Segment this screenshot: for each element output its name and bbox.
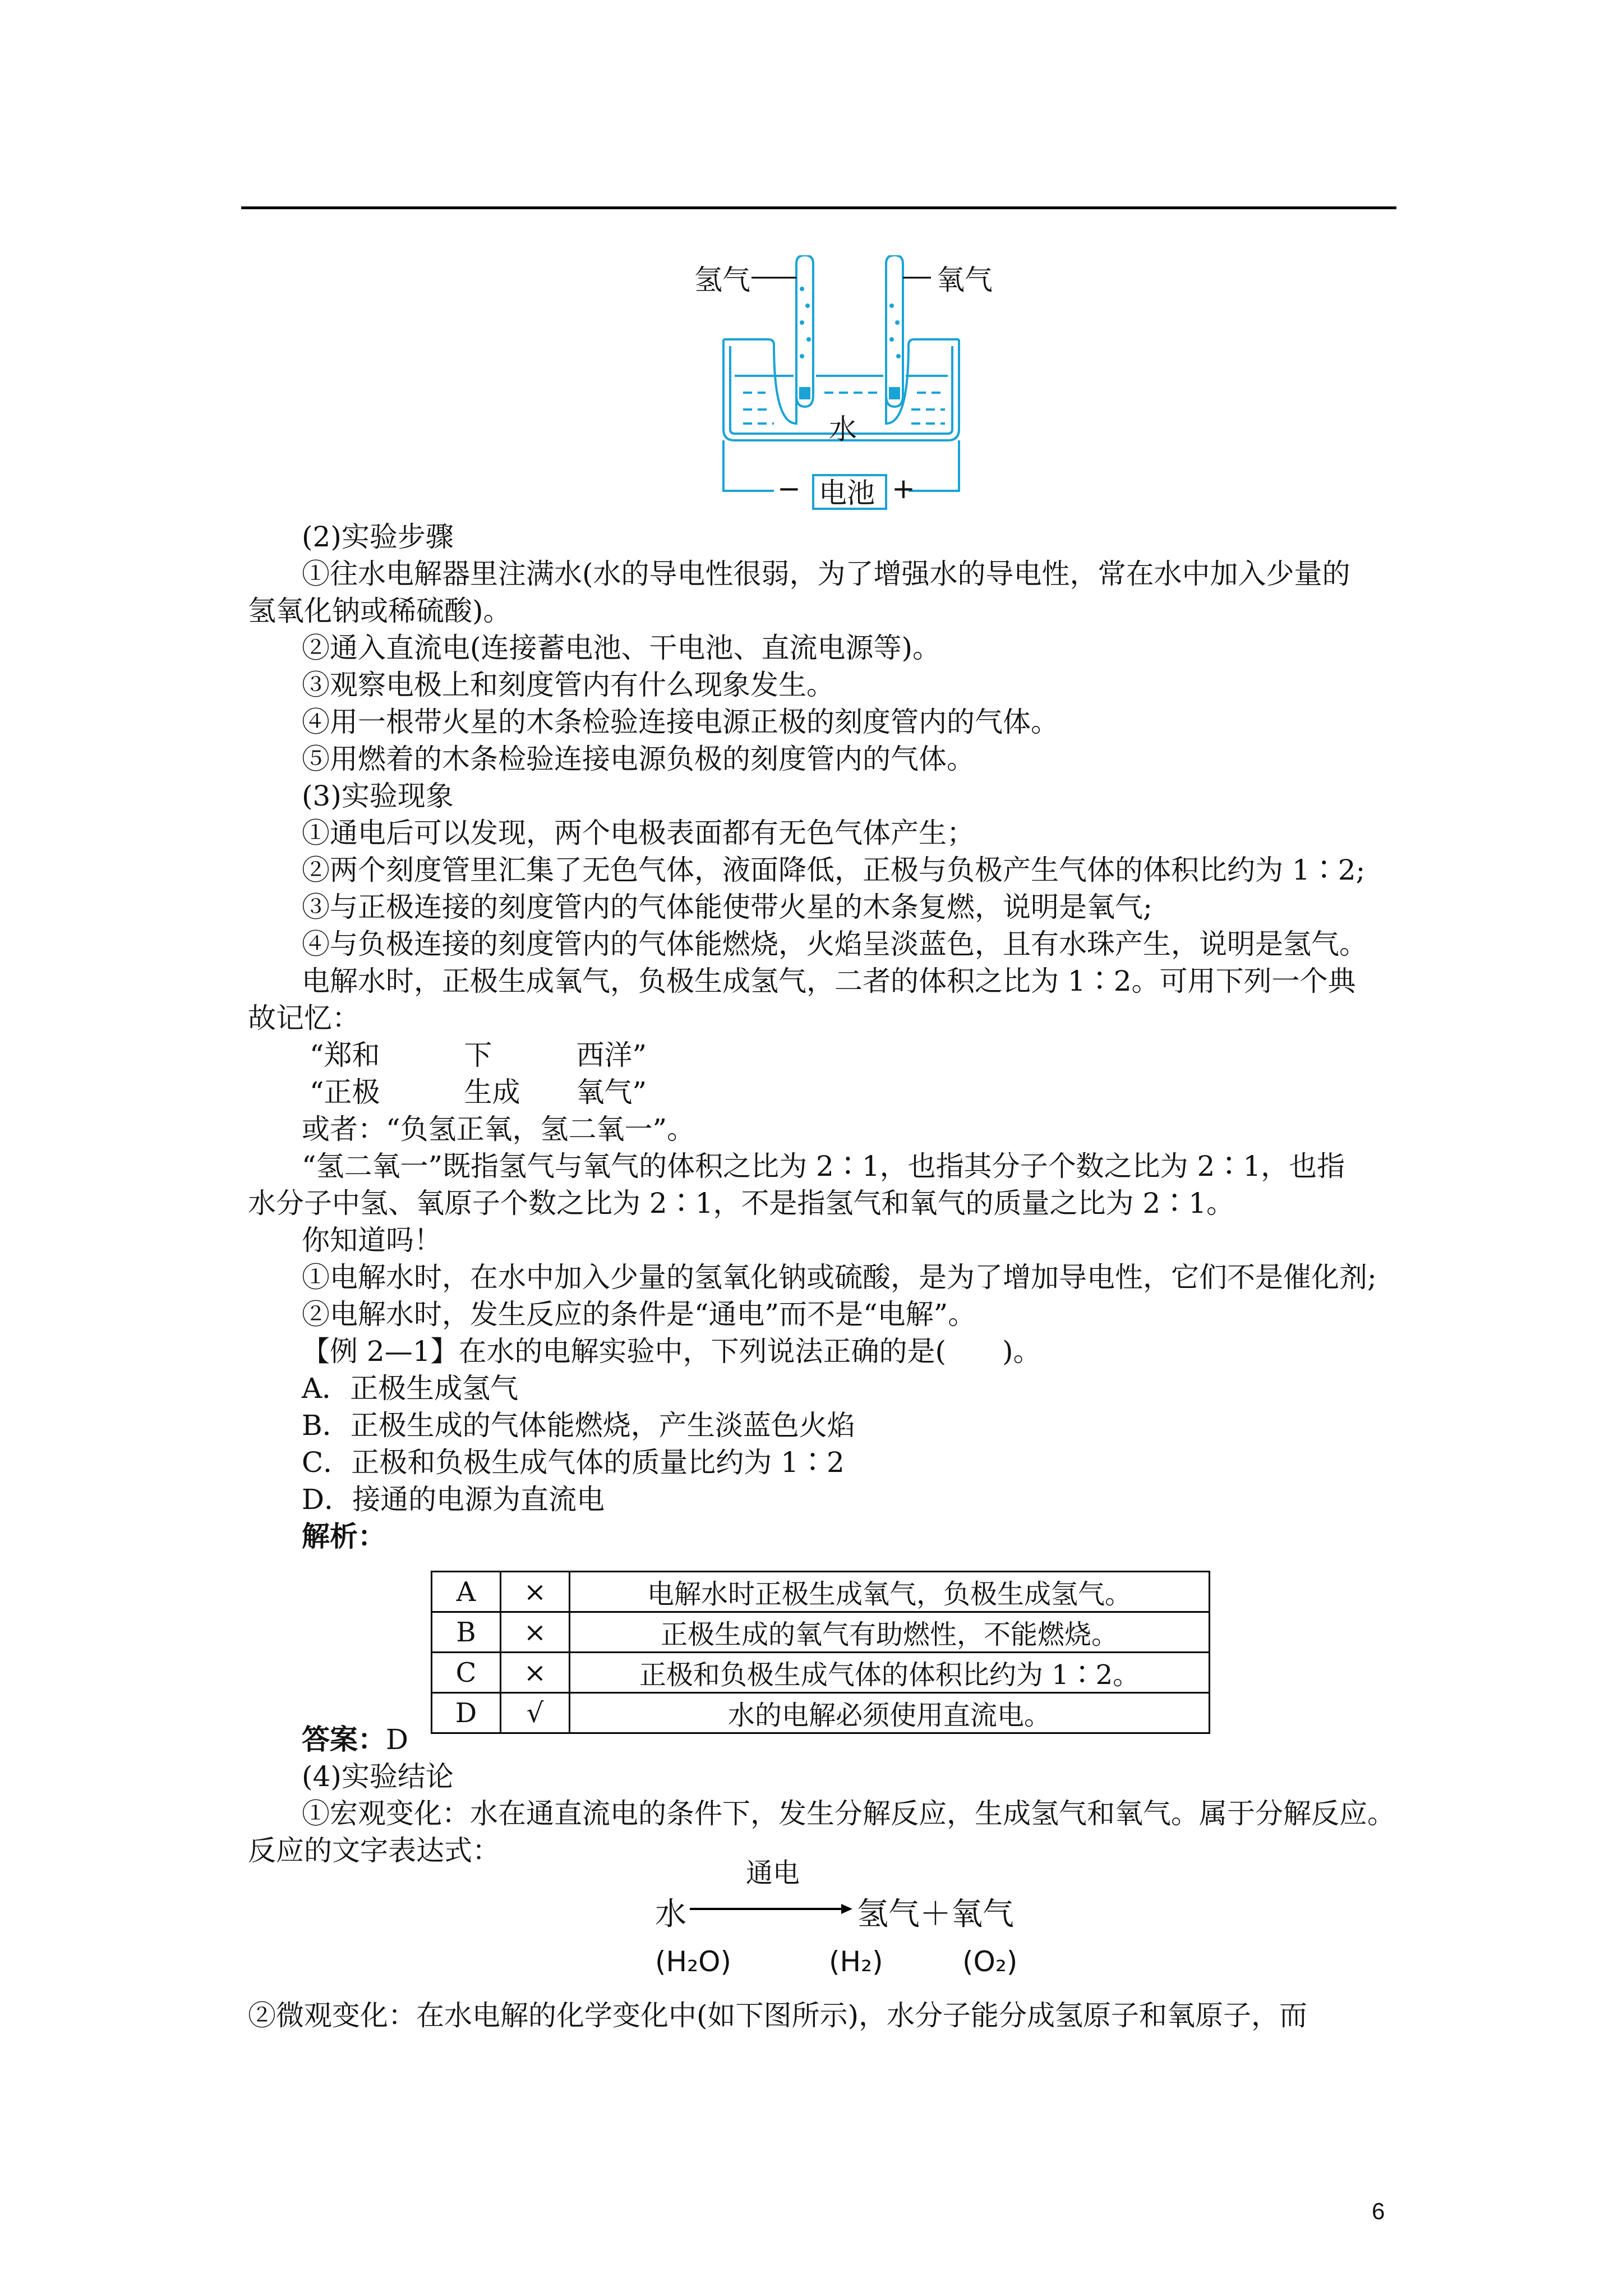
text-line: A．正极生成氢气: [302, 1372, 519, 1405]
label-battery: 电池: [819, 477, 875, 509]
text-line: C．正极和负极生成气体的质量比约为 1∶2: [302, 1446, 845, 1479]
text-line: ③与正极连接的刻度管内的气体能使带火星的木条复燃，说明是氧气;: [302, 891, 1152, 923]
answer-label: 答案：: [302, 1723, 386, 1756]
text-line: 水分子中氢、氧原子个数之比为 2∶1，不是指氢气和氧气的质量之比为 2∶1。: [248, 1187, 1235, 1220]
text-line: ①往水电解器里注满水(水的导电性很弱，为了增强水的导电性，常在水中加入少量的: [302, 558, 1350, 590]
text-line: 【例 2—1】在水的电解实验中，下列说法正确的是( )。: [302, 1335, 1041, 1368]
text-line: ①通电后可以发现，两个电极表面都有无色气体产生；: [302, 817, 975, 849]
table-row: [432, 1612, 1210, 1653]
text-line: B．正极生成的气体能燃烧，产生淡蓝色火焰: [302, 1409, 855, 1442]
text-line: ①电解水时，在水中加入少量的氢氧化钠或硫酸，是为了增加导电性，它们不是催化剂;: [302, 1261, 1377, 1294]
analysis-table: [431, 1571, 1210, 1734]
text-line: “氢二氧一”既指氢气与氧气的体积之比为 2∶1，也指其分子个数之比为 2∶1，也指: [302, 1150, 1345, 1182]
table-row: [432, 1693, 1210, 1733]
table-cell-option: C: [432, 1653, 501, 1693]
table-cell-text: 电解水时正极生成氧气，负极生成氢气。: [570, 1572, 1210, 1612]
table-row: [432, 1572, 1210, 1612]
table-row: [432, 1653, 1210, 1693]
table-cell-option: A: [432, 1572, 501, 1612]
text-line: D．接通的电源为直流电: [302, 1483, 605, 1516]
page-number: 6: [1372, 2198, 1385, 2224]
text-line: ②微观变化：在水电解的化学变化中(如下图所示)，水分子能分成氢原子和氧原子，而: [248, 1999, 1308, 2032]
text-line: “正极 生成 氧气”: [310, 1076, 647, 1108]
text-line: ④与负极连接的刻度管内的气体能燃烧，火焰呈淡蓝色，且有水珠产生，说明是氢气。: [302, 928, 1367, 960]
label-hydrogen: 氢气: [694, 264, 750, 296]
table-cell-mark: ×: [501, 1612, 570, 1653]
answer-line: [302, 1721, 408, 1758]
formula-oxygen: (O₂): [962, 1945, 1018, 1978]
table-cell-option: D: [432, 1693, 501, 1733]
table-cell-mark: ×: [501, 1653, 570, 1693]
formula-water: (H₂O): [655, 1945, 732, 1978]
equation-arrow: [690, 1901, 852, 1917]
table-cell-text: 正极和负极生成气体的体积比约为 1∶2。: [570, 1653, 1210, 1693]
header-rule: [241, 206, 1396, 209]
text-line: (4)实验结论: [302, 1760, 454, 1793]
label-oxygen: 氧气: [937, 264, 993, 296]
text-line: ①宏观变化：水在通直流电的条件下，发生分解反应，生成氢气和氧气。属于分解反应。: [302, 1797, 1395, 1830]
equation-left: 水: [655, 1896, 686, 1932]
table-cell-text: 正极生成的氧气有助燃性，不能燃烧。: [570, 1612, 1210, 1653]
text-line: (2)实验步骤: [302, 521, 454, 553]
text-line: ④用一根带火星的木条检验连接电源正极的刻度管内的气体。: [302, 706, 1059, 738]
table-cell-mark: ×: [501, 1572, 570, 1612]
text-line: 你知道吗！: [302, 1224, 442, 1257]
label-minus: −: [777, 472, 801, 505]
text-line: ②电解水时，发生反应的条件是“通电”而不是“电解”。: [302, 1298, 976, 1331]
table-cell-mark: √: [501, 1693, 570, 1733]
text-line: ③观察电极上和刻度管内有什么现象发生。: [302, 669, 834, 701]
table-cell-option: B: [432, 1612, 501, 1653]
equation-right: 氢气＋氧气: [857, 1896, 1014, 1932]
text-line: 或者：“负氢正氧，氢二氧一”。: [302, 1113, 695, 1145]
label-water: 水: [829, 413, 857, 445]
text-line: 故记忆：: [248, 1002, 360, 1034]
text-line: ②两个刻度管里汇集了无色气体，液面降低，正极与负极产生气体的体积比约为 1∶2;: [302, 854, 1366, 886]
text-line: ②通入直流电(连接蓄电池、干电池、直流电源等)。: [302, 632, 941, 664]
equation-condition: 通电: [746, 1857, 800, 1889]
text-line: ⑤用燃着的木条检验连接电源负极的刻度管内的气体。: [302, 743, 975, 775]
text-line: 电解水时，正极生成氧气，负极生成氢气，二者的体积之比为 1∶2。可用下列一个典: [302, 965, 1356, 997]
label-plus: +: [892, 472, 915, 505]
text-line: “郑和 下 西洋”: [310, 1039, 647, 1071]
table-cell-text: 水的电解必须使用直流电。: [570, 1693, 1210, 1733]
text-line: (3)实验现象: [302, 780, 454, 812]
text-line: 氢氧化钠或稀硫酸)。: [248, 595, 511, 627]
analysis-label: 解析：: [302, 1520, 386, 1553]
text-line: 反应的文字表达式：: [248, 1834, 500, 1867]
formula-hydrogen: (H₂): [829, 1945, 883, 1978]
answer-value: D: [386, 1723, 409, 1756]
